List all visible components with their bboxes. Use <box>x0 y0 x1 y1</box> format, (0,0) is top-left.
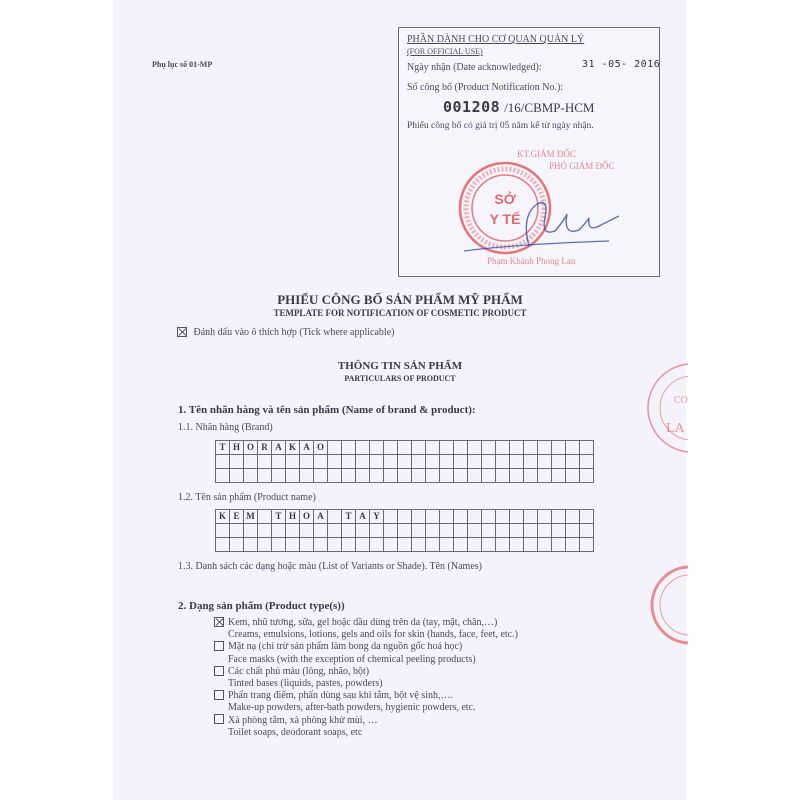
checkbox-empty-icon[interactable] <box>214 714 224 724</box>
grid-cell <box>286 469 300 483</box>
date-acknowledged-value: 31 -05- 2016 <box>582 59 661 70</box>
product-type-item <box>214 715 518 739</box>
tick-instruction-text: Đánh dấu vào ô thích hợp (Tick where applicable) <box>193 327 395 338</box>
product-type-item <box>214 666 518 690</box>
grid-cell <box>426 524 440 538</box>
brand-label: 1.1. Nhãn hàng (Brand) <box>178 422 273 433</box>
grid-cell <box>538 469 552 483</box>
grid-cell <box>230 469 244 483</box>
grid-cell <box>468 455 482 469</box>
grid-cell <box>384 510 398 524</box>
grid-cell: T <box>342 510 356 524</box>
tick-instruction <box>177 327 394 338</box>
page-seal-icon <box>644 562 688 648</box>
grid-cell <box>524 510 538 524</box>
checkbox-checked-icon[interactable] <box>214 617 224 627</box>
grid-cell <box>440 524 454 538</box>
grid-cell <box>342 455 356 469</box>
notification-number <box>443 98 595 117</box>
grid-cell <box>314 469 328 483</box>
brand-grid-row-3 <box>216 469 594 483</box>
grid-cell <box>258 510 272 524</box>
product-type-vi: Phấn trang điểm, phấn dùng sau khi tắm, bột vệ sinh,…. <box>228 690 453 702</box>
grid-cell <box>482 455 496 469</box>
grid-cell <box>482 441 496 455</box>
grid-cell <box>398 510 412 524</box>
grid-cell <box>440 455 454 469</box>
product-grid-row-3 <box>216 538 594 552</box>
grid-cell <box>342 524 356 538</box>
grid-cell <box>412 469 426 483</box>
grid-cell <box>412 455 426 469</box>
notification-number-label: Số công bố (Product Notification No.): <box>407 82 564 93</box>
svg-text:SỞ: SỞ <box>494 191 516 207</box>
grid-cell <box>440 469 454 483</box>
grid-cell <box>398 524 412 538</box>
grid-cell <box>398 469 412 483</box>
grid-cell <box>538 510 552 524</box>
product-type-en: Creams, emulsions, lotions, gels and oils for skin (hands, face, feet, etc.) <box>228 629 518 641</box>
grid-cell <box>482 469 496 483</box>
grid-cell <box>510 510 524 524</box>
grid-cell: K <box>216 510 230 524</box>
brand-grid-row-1 <box>216 441 594 455</box>
grid-cell <box>538 441 552 455</box>
date-acknowledged-label: Ngày nhận (Date acknowledged): <box>407 62 542 73</box>
grid-cell <box>370 469 384 483</box>
signature-title-1: KT.GIÁM ĐỐC <box>517 149 576 159</box>
product-type-en: Make-up powders, after-bath powders, hygienic powders, etc. <box>228 702 476 714</box>
grid-cell <box>468 538 482 552</box>
svg-text:CO: CO <box>674 395 688 406</box>
grid-cell <box>440 538 454 552</box>
grid-cell <box>216 469 230 483</box>
grid-cell <box>426 538 440 552</box>
signer-name: Phạm Khánh Phong Lan <box>487 256 576 266</box>
grid-cell <box>524 524 538 538</box>
grid-cell <box>552 510 566 524</box>
grid-cell <box>258 469 272 483</box>
grid-cell <box>552 524 566 538</box>
grid-cell <box>552 469 566 483</box>
grid-cell <box>398 441 412 455</box>
grid-cell <box>230 455 244 469</box>
grid-cell <box>328 441 342 455</box>
grid-cell <box>314 524 328 538</box>
signature-title-2: PHÓ GIÁM ĐỐC <box>549 161 615 171</box>
grid-cell <box>510 538 524 552</box>
grid-cell <box>524 469 538 483</box>
grid-cell <box>482 524 496 538</box>
grid-cell: O <box>300 510 314 524</box>
grid-cell <box>496 455 510 469</box>
section-title-vi: THÔNG TIN SẢN PHẨM <box>337 360 463 372</box>
grid-cell <box>468 524 482 538</box>
grid-cell <box>454 538 468 552</box>
signature-icon <box>459 196 619 256</box>
grid-cell <box>426 441 440 455</box>
grid-cell <box>482 510 496 524</box>
section-1-heading: 1. Tên nhãn hàng và tên sản phẩm (Name of brand & product): <box>178 404 476 416</box>
appendix-label: Phụ lục số 01-MP <box>152 60 213 69</box>
section-title-en: PARTICULARS OF PRODUCT <box>344 374 456 383</box>
grid-cell: T <box>216 441 230 455</box>
grid-cell <box>566 455 580 469</box>
grid-cell <box>300 524 314 538</box>
product-type-item <box>214 617 518 641</box>
grid-cell: A <box>356 510 370 524</box>
grid-cell <box>440 510 454 524</box>
grid-cell <box>328 510 342 524</box>
grid-cell <box>216 538 230 552</box>
grid-cell <box>468 441 482 455</box>
grid-cell <box>426 469 440 483</box>
grid-cell <box>272 538 286 552</box>
grid-cell <box>258 455 272 469</box>
grid-cell <box>244 538 258 552</box>
grid-cell <box>524 455 538 469</box>
grid-cell <box>286 538 300 552</box>
grid-cell <box>454 524 468 538</box>
grid-cell <box>524 441 538 455</box>
grid-cell <box>566 441 580 455</box>
grid-cell <box>230 538 244 552</box>
grid-cell <box>370 524 384 538</box>
grid-cell <box>454 441 468 455</box>
product-type-item <box>214 690 518 714</box>
grid-cell <box>328 538 342 552</box>
grid-cell: T <box>272 510 286 524</box>
grid-cell <box>384 469 398 483</box>
checkbox-empty-icon[interactable] <box>214 641 224 651</box>
official-use-box <box>398 27 660 277</box>
product-name-label: 1.2. Tên sản phẩm (Product name) <box>178 492 316 503</box>
grid-cell <box>356 469 370 483</box>
grid-cell: M <box>244 510 258 524</box>
grid-cell <box>342 441 356 455</box>
grid-cell <box>370 538 384 552</box>
grid-cell <box>356 455 370 469</box>
product-type-vi: Xà phòng tắm, xà phòng khử mùi, … <box>228 714 378 726</box>
grid-cell <box>496 524 510 538</box>
checkbox-empty-icon[interactable] <box>214 666 224 676</box>
grid-cell <box>300 455 314 469</box>
grid-cell <box>384 441 398 455</box>
product-type-vi: Kem, nhũ tương, sữa, gel hoặc dầu dùng trên da (tay, mặt, chân,…) <box>228 617 498 628</box>
grid-cell <box>496 469 510 483</box>
grid-cell <box>272 524 286 538</box>
grid-cell: H <box>286 510 300 524</box>
grid-cell <box>412 524 426 538</box>
checkbox-checked-icon <box>177 327 187 337</box>
grid-cell: E <box>230 510 244 524</box>
grid-cell <box>580 469 594 483</box>
form-title-en: TEMPLATE FOR NOTIFICATION OF COSMETIC PRODUCT <box>273 308 527 318</box>
grid-cell <box>538 524 552 538</box>
grid-cell <box>384 524 398 538</box>
section-2-heading: 2. Dạng sản phẩm (Product type(s)) <box>178 600 345 612</box>
grid-cell <box>510 524 524 538</box>
grid-cell <box>426 510 440 524</box>
grid-cell <box>384 455 398 469</box>
grid-cell <box>580 510 594 524</box>
product-type-en: Toilet soaps, deodorant soaps, etc <box>228 726 363 738</box>
grid-cell <box>258 538 272 552</box>
grid-cell: A <box>314 510 328 524</box>
grid-cell <box>566 524 580 538</box>
grid-cell <box>454 510 468 524</box>
notification-number-suffix: /16/CBMP-HCM <box>504 100 595 115</box>
grid-cell <box>566 510 580 524</box>
grid-cell <box>328 524 342 538</box>
validity-note: Phiếu công bố có giá trị 05 năm kể từ ngày nhận. <box>407 121 594 131</box>
grid-cell <box>524 538 538 552</box>
official-heading-vi: PHẦN DÀNH CHO CƠ QUAN QUẢN LÝ <box>407 34 585 45</box>
grid-cell: A <box>300 441 314 455</box>
brand-letter-grid <box>215 440 594 483</box>
svg-text:LA: LA <box>666 421 685 436</box>
grid-cell: R <box>258 441 272 455</box>
checkbox-empty-icon[interactable] <box>214 690 224 700</box>
grid-cell <box>454 469 468 483</box>
product-grid-row-2 <box>216 524 594 538</box>
grid-cell <box>384 538 398 552</box>
official-heading-en: (FOR OFFICIAL USE) <box>407 47 483 56</box>
grid-cell <box>468 469 482 483</box>
grid-cell <box>342 538 356 552</box>
grid-cell <box>216 524 230 538</box>
product-type-vi: Mặt nạ (chỉ trừ sản phẩm làm bong da nguồn gốc hoá học) <box>228 641 463 653</box>
grid-cell <box>370 455 384 469</box>
grid-cell <box>370 441 384 455</box>
grid-cell <box>552 455 566 469</box>
grid-cell <box>510 455 524 469</box>
grid-cell <box>566 538 580 552</box>
svg-text:Y TẾ: Y TẾ <box>489 211 521 227</box>
grid-cell <box>272 469 286 483</box>
grid-cell <box>356 441 370 455</box>
grid-cell <box>230 524 244 538</box>
grid-cell <box>244 524 258 538</box>
grid-cell <box>300 538 314 552</box>
grid-cell: Y <box>370 510 384 524</box>
grid-cell <box>272 455 286 469</box>
grid-cell: H <box>230 441 244 455</box>
grid-cell: A <box>272 441 286 455</box>
grid-cell <box>356 538 370 552</box>
grid-cell <box>580 455 594 469</box>
grid-cell <box>510 441 524 455</box>
product-letter-grid <box>215 509 594 552</box>
grid-cell <box>300 469 314 483</box>
grid-cell <box>552 538 566 552</box>
grid-cell <box>398 455 412 469</box>
grid-cell <box>314 538 328 552</box>
grid-cell <box>482 538 496 552</box>
grid-cell <box>552 441 566 455</box>
company-stamp-icon <box>644 358 688 458</box>
grid-cell <box>580 538 594 552</box>
grid-cell <box>286 524 300 538</box>
grid-cell <box>468 510 482 524</box>
variants-label: 1.3. Danh sách các dạng hoặc màu (List of Variants or Shade). Tên (Names) <box>178 561 482 572</box>
grid-cell <box>580 524 594 538</box>
grid-cell <box>216 455 230 469</box>
grid-cell <box>538 455 552 469</box>
grid-cell <box>412 510 426 524</box>
grid-cell <box>314 455 328 469</box>
grid-cell <box>328 469 342 483</box>
grid-cell <box>440 441 454 455</box>
grid-cell: K <box>286 441 300 455</box>
grid-cell <box>510 469 524 483</box>
grid-cell <box>342 469 356 483</box>
grid-cell <box>496 538 510 552</box>
product-type-en: Face masks (with the exception of chemical peeling products) <box>228 653 476 665</box>
grid-cell <box>412 538 426 552</box>
grid-cell <box>538 538 552 552</box>
grid-cell <box>328 455 342 469</box>
grid-cell <box>426 455 440 469</box>
product-type-item <box>214 641 518 665</box>
form-title-vi: PHIẾU CÔNG BỐ SẢN PHẨM MỸ PHẨM <box>277 292 523 307</box>
grid-cell <box>244 469 258 483</box>
grid-cell <box>244 455 258 469</box>
brand-grid-row-2 <box>216 455 594 469</box>
grid-cell <box>580 441 594 455</box>
grid-cell <box>566 469 580 483</box>
grid-cell <box>496 441 510 455</box>
product-type-vi: Các chất phủ màu (lỏng, nhão, bột) <box>228 665 370 677</box>
grid-cell <box>496 510 510 524</box>
notification-number-value: 001208 <box>443 98 501 116</box>
grid-cell <box>398 538 412 552</box>
product-type-list <box>214 617 518 739</box>
grid-cell <box>356 524 370 538</box>
product-type-en: Tinted bases (liquids, pastes, powders) <box>228 678 383 690</box>
grid-cell: O <box>314 441 328 455</box>
grid-cell <box>286 455 300 469</box>
grid-cell: O <box>244 441 258 455</box>
grid-cell <box>258 524 272 538</box>
grid-cell <box>412 441 426 455</box>
grid-cell <box>454 455 468 469</box>
product-grid-row-1 <box>216 510 594 524</box>
